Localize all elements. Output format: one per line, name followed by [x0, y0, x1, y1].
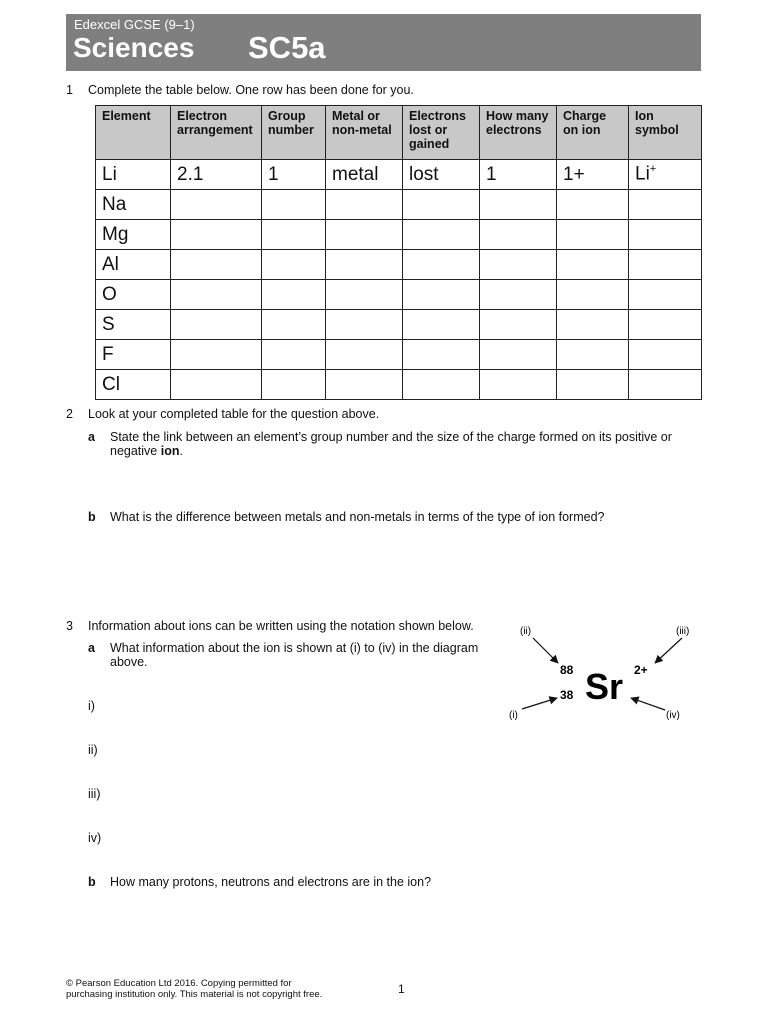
worksheet-header — [66, 14, 701, 71]
header-charge-on-ion: Charge on ion — [557, 106, 629, 160]
answer-cell[interactable] — [480, 340, 557, 370]
copyright-footer — [66, 978, 322, 1000]
course-subtitle: Edexcel GCSE (9–1) — [74, 17, 195, 32]
arrow-ii — [533, 638, 558, 663]
answer-cell[interactable] — [326, 220, 403, 250]
answer-cell[interactable] — [403, 220, 480, 250]
cell-element: Cl — [96, 370, 171, 400]
arrow-iv — [631, 698, 665, 710]
table-row — [96, 280, 702, 310]
cell-element: F — [96, 340, 171, 370]
answer-cell[interactable] — [171, 220, 262, 250]
answer-cell[interactable] — [557, 370, 629, 400]
answer-cell[interactable] — [629, 370, 702, 400]
ion-notation-diagram — [505, 618, 705, 728]
cell-element: S — [96, 310, 171, 340]
answer-cell[interactable] — [326, 370, 403, 400]
answer-cell[interactable] — [171, 310, 262, 340]
header-metal-or-nonmetal: Metal or non-metal — [326, 106, 403, 160]
answer-cell[interactable] — [171, 370, 262, 400]
header-electron-arrangement: Electron arrangement — [171, 106, 262, 160]
answer-cell[interactable] — [403, 370, 480, 400]
page-number: 1 — [398, 982, 405, 996]
table-row — [96, 190, 702, 220]
answer-cell[interactable] — [403, 340, 480, 370]
cell-count: 1 — [480, 160, 557, 190]
ion-charge: 2+ — [634, 663, 648, 677]
answer-cell[interactable] — [629, 340, 702, 370]
label-ii: (ii) — [520, 626, 532, 637]
answer-cell[interactable] — [262, 370, 326, 400]
label-iv: (iv) — [666, 710, 680, 721]
table-row — [96, 310, 702, 340]
cell-element: Mg — [96, 220, 171, 250]
answer-cell[interactable] — [171, 250, 262, 280]
table-row — [96, 160, 702, 190]
answer-cell[interactable] — [403, 310, 480, 340]
copyright-line-2: purchasing institution only. This material is not copyright free. — [66, 989, 323, 1000]
ion-symbol-charge: + — [649, 163, 657, 176]
answer-cell[interactable] — [557, 250, 629, 280]
cell-element: O — [96, 280, 171, 310]
answer-cell[interactable] — [480, 190, 557, 220]
answer-cell[interactable] — [326, 340, 403, 370]
sub-question-ii: ii) — [88, 743, 98, 757]
answer-cell[interactable] — [629, 220, 702, 250]
answer-cell[interactable] — [629, 280, 702, 310]
question-3a-line-2: above. — [110, 655, 148, 669]
question-3a-line-1: What information about the ion is shown at (i) to (iv) in the diagram — [110, 641, 479, 655]
part-label: a — [88, 430, 95, 444]
part-label: b — [88, 510, 96, 524]
answer-cell[interactable] — [557, 340, 629, 370]
label-i: (i) — [509, 710, 518, 721]
answer-cell[interactable] — [262, 250, 326, 280]
sub-question-i: i) — [88, 699, 95, 713]
answer-cell[interactable] — [403, 280, 480, 310]
cell-lost-gained: lost — [403, 160, 480, 190]
table-row — [96, 220, 702, 250]
element-symbol: Sr — [585, 666, 624, 707]
answer-cell[interactable] — [557, 190, 629, 220]
question-text: Complete the table below. One row has been done for you. — [88, 83, 414, 97]
question-number: 3 — [66, 619, 73, 633]
cell-symbol — [629, 160, 702, 190]
answer-cell[interactable] — [557, 220, 629, 250]
answer-cell[interactable] — [326, 310, 403, 340]
answer-cell[interactable] — [480, 370, 557, 400]
question-2a-line-1: State the link between an element’s group number and the size of the charge formed on its positive or — [110, 430, 672, 444]
arrow-i — [522, 698, 557, 709]
header-group-number: Group number — [262, 106, 326, 160]
header-electrons-lost-gained: Electrons lost or gained — [403, 106, 480, 160]
answer-cell[interactable] — [629, 250, 702, 280]
answer-cell[interactable] — [480, 310, 557, 340]
question-2b-text: What is the difference between metals and non-metals in terms of the type of ion formed? — [110, 510, 605, 524]
cell-element: Li — [96, 160, 171, 190]
question-2a-line-2-text: negative — [110, 444, 161, 458]
question-3a-text — [110, 641, 500, 669]
sub-question-iv: iv) — [88, 831, 102, 845]
question-text: Information about ions can be written using the notation shown below. — [88, 619, 474, 633]
sub-question-iii: iii) — [88, 787, 101, 801]
answer-cell[interactable] — [629, 310, 702, 340]
answer-cell[interactable] — [557, 280, 629, 310]
question-number: 1 — [66, 83, 73, 97]
label-iii: (iii) — [676, 626, 690, 637]
table-row — [96, 340, 702, 370]
answer-cell[interactable] — [262, 280, 326, 310]
answer-cell[interactable] — [171, 280, 262, 310]
table-row — [96, 250, 702, 280]
answer-cell[interactable] — [171, 190, 262, 220]
answer-cell[interactable] — [480, 250, 557, 280]
worksheet-code: SC5a — [248, 30, 326, 65]
cell-group: 1 — [262, 160, 326, 190]
course-title: Sciences — [73, 32, 195, 63]
answer-cell[interactable] — [326, 250, 403, 280]
part-label: b — [88, 875, 96, 889]
header-element: Element — [96, 106, 171, 160]
copyright-line-1: © Pearson Education Ltd 2016. Copying permitted for — [66, 978, 292, 989]
cell-charge: 1+ — [557, 160, 629, 190]
question-3b-text: How many protons, neutrons and electrons are in the ion? — [110, 875, 432, 889]
ion-symbol-base: Li — [635, 163, 650, 185]
answer-cell[interactable] — [171, 340, 262, 370]
question-text: Look at your completed table for the question above. — [88, 407, 380, 421]
answer-cell[interactable] — [326, 190, 403, 220]
question-2a-bold-term: ion — [160, 444, 180, 458]
answer-cell[interactable] — [326, 280, 403, 310]
mass-number: 88 — [560, 663, 574, 677]
answer-cell[interactable] — [403, 250, 480, 280]
answer-cell[interactable] — [480, 220, 557, 250]
answer-cell[interactable] — [629, 190, 702, 220]
cell-type: metal — [326, 160, 403, 190]
answer-cell[interactable] — [480, 280, 557, 310]
question-2a-line-2 — [110, 444, 710, 458]
answer-cell[interactable] — [403, 190, 480, 220]
answer-cell[interactable] — [262, 310, 326, 340]
table-row — [96, 370, 702, 400]
cell-element: Al — [96, 250, 171, 280]
question-2a-text — [110, 430, 710, 458]
answer-cell[interactable] — [262, 220, 326, 250]
table-header-row — [96, 106, 702, 160]
question-2a-end: . — [179, 444, 183, 458]
answer-cell[interactable] — [262, 340, 326, 370]
part-label: a — [88, 641, 95, 655]
arrow-iii — [655, 638, 682, 663]
answer-cell[interactable] — [557, 310, 629, 340]
ion-table — [95, 105, 702, 400]
header-ion-symbol: Ion symbol — [629, 106, 702, 160]
cell-arrangement: 2.1 — [171, 160, 262, 190]
atomic-number: 38 — [560, 688, 574, 702]
answer-cell[interactable] — [262, 190, 326, 220]
cell-element: Na — [96, 190, 171, 220]
header-how-many-electrons: How many electrons — [480, 106, 557, 160]
question-number: 2 — [66, 407, 73, 421]
